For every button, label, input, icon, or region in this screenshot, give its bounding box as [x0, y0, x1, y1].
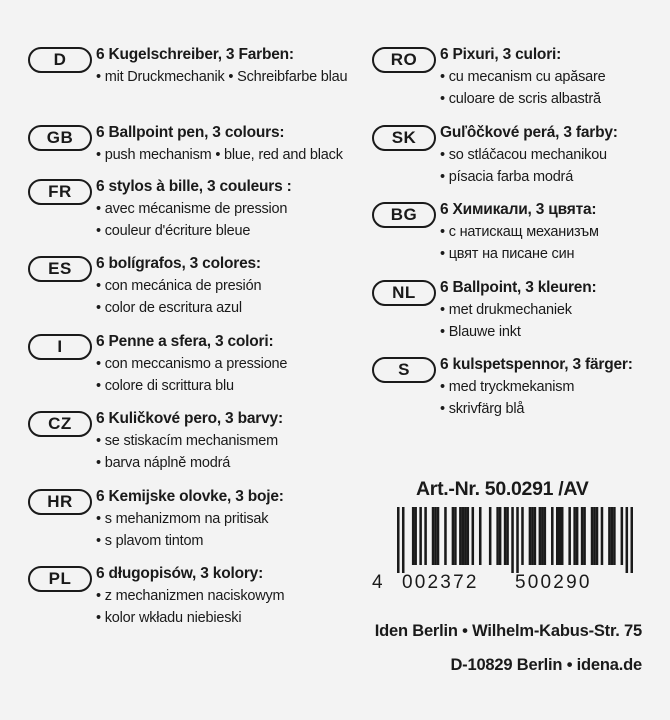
entry-line: • push mechanism • blue, red and black	[96, 146, 343, 163]
entry-line: • с натискащ механизъм	[440, 224, 599, 240]
barcode-guard-bar	[626, 507, 629, 573]
barcode-digit-group-left: 002372	[402, 572, 479, 593]
entry-bg	[372, 199, 662, 277]
barcode-bar	[539, 507, 542, 565]
entry-text	[440, 199, 599, 265]
barcode-bar	[558, 507, 561, 565]
country-badge: NL	[372, 280, 436, 306]
barcode-bar	[596, 507, 599, 565]
entry-title: 6 kulspetspennor, 3 färger:	[440, 356, 633, 373]
barcode-bar	[504, 507, 507, 565]
article-number: Art.-Nr. 50.0291 /AV	[416, 478, 589, 500]
entry-text	[440, 354, 633, 420]
barcode-bar	[583, 507, 586, 565]
barcode-bar	[499, 507, 502, 565]
entry-title: 6 Химикали, 3 цвята:	[440, 201, 597, 218]
barcode-bar	[541, 507, 544, 565]
barcode-bar	[496, 507, 499, 565]
entry-line: • se stiskacím mechanismem	[96, 433, 278, 449]
address-line-street: Iden Berlin • Wilhelm-Kabus-Str. 75	[374, 622, 642, 640]
entry-title: 6 Ballpoint, 3 kleuren:	[440, 278, 597, 296]
entry-line: • con meccanismo a pressione	[96, 355, 288, 372]
entry-text	[96, 253, 261, 319]
barcode-bar	[489, 507, 492, 565]
entry-line: • met drukmechaniek	[440, 301, 572, 318]
barcode-bar	[556, 507, 559, 565]
barcode-bar	[434, 507, 437, 565]
barcode-guard-bar	[516, 507, 519, 573]
entry-title: 6 Pixuri, 3 culori:	[440, 46, 562, 63]
barcode-bar	[452, 507, 455, 565]
country-badge: FR	[28, 179, 92, 205]
entry-text	[96, 486, 284, 552]
barcode-bar	[593, 507, 596, 565]
entry-line: • couleur d'écriture bleue	[96, 222, 251, 239]
barcode-bar	[506, 507, 509, 565]
entry-it	[28, 331, 368, 409]
entry-line: • med tryckmekanism	[440, 379, 575, 395]
left-column	[28, 44, 368, 641]
entry-line: • s plavom tintom	[96, 532, 204, 549]
country-badge: CZ	[28, 411, 92, 437]
entry-text	[96, 44, 347, 88]
entry-line: • s mehanizmom na pritisak	[96, 510, 269, 527]
entry-line: • z mechanizmen naciskowym	[96, 588, 285, 604]
barcode-bar	[591, 507, 594, 565]
barcode-bar	[576, 507, 579, 565]
barcode-bar	[432, 507, 435, 565]
barcode-bar	[573, 507, 576, 565]
entry-se	[372, 354, 662, 432]
barcode-bar	[414, 507, 417, 565]
entry-line: • barva náplně modrá	[96, 455, 231, 471]
barcode-bar	[472, 507, 475, 565]
barcode-bar	[521, 507, 524, 565]
barcode-bar	[611, 507, 614, 565]
barcode-bar	[412, 507, 415, 565]
entry-line: • mit Druckmechanik • Schreibfarbe blau	[96, 69, 348, 85]
barcode-bar	[581, 507, 584, 565]
barcode-bar	[608, 507, 611, 565]
address-line-city: D-10829 Berlin • idena.de	[450, 656, 642, 674]
entry-line: • kolor wkładu niebieski	[96, 610, 242, 626]
country-badge: I	[28, 334, 92, 360]
entry-cz	[28, 408, 368, 486]
entry-text	[96, 176, 292, 242]
entry-line: • avec mécanisme de pression	[96, 200, 288, 217]
entry-text	[440, 44, 606, 110]
entry-title: 6 Kuličkové pero, 3 barvy:	[96, 410, 283, 427]
entry-text	[440, 277, 596, 343]
barcode-digit-group-right: 500290	[515, 572, 592, 593]
entry-sk	[372, 122, 662, 200]
barcode-bar	[529, 507, 532, 565]
entry-title: 6 Ballpoint pen, 3 colours:	[96, 123, 285, 141]
barcode-guard-bar	[511, 507, 514, 573]
barcode-bar	[544, 507, 547, 565]
barcode-bar	[534, 507, 537, 565]
entry-title: 6 Kemijske olovke, 3 boje:	[96, 487, 284, 505]
barcode-bar	[467, 507, 470, 565]
barcode-bar	[531, 507, 534, 565]
entry-text	[440, 122, 618, 188]
entry-de	[28, 44, 368, 122]
barcode	[397, 507, 633, 573]
entry-pl	[28, 563, 368, 641]
barcode-guard-bar	[631, 507, 633, 573]
country-badge: BG	[372, 202, 436, 228]
entry-line: • písacia farba modrá	[440, 168, 574, 185]
barcode-bar	[459, 507, 462, 565]
entry-line: • so stláčacou mechanikou	[440, 146, 607, 163]
country-badge: SK	[372, 125, 436, 151]
barcode-bar	[568, 507, 571, 565]
barcode-bar	[621, 507, 624, 565]
country-badge: ES	[28, 256, 92, 282]
entry-title: 6 długopisów, 3 kolory:	[96, 565, 264, 582]
entry-nl	[372, 277, 662, 355]
entry-line: • color de escritura azul	[96, 300, 242, 316]
entry-title: 6 stylos à bille, 3 couleurs :	[96, 177, 292, 195]
country-badge: PL	[28, 566, 92, 592]
entry-text	[96, 563, 284, 629]
country-badge: D	[28, 47, 92, 73]
barcode-bar	[613, 507, 616, 565]
country-badge: HR	[28, 489, 92, 515]
right-column	[372, 44, 662, 432]
entry-title: 6 Penne a sfera, 3 colori:	[96, 332, 274, 350]
barcode-bar	[444, 507, 447, 565]
entry-title: 6 Kugelschreiber, 3 Farben:	[96, 46, 294, 63]
entry-line: • Blauwe inkt	[440, 323, 521, 340]
entry-text	[96, 408, 283, 474]
entry-line: • con mecánica de presión	[96, 278, 262, 294]
entry-hr	[28, 486, 368, 564]
entry-line: • culoare de scris albastră	[440, 91, 601, 107]
entry-text	[96, 122, 343, 166]
country-badge: GB	[28, 125, 92, 151]
barcode-bar	[419, 507, 422, 565]
entry-gb	[28, 122, 368, 176]
entry-fr	[28, 176, 368, 254]
entry-title: Guľôčkové perá, 3 farby:	[440, 123, 618, 141]
barcode-bar	[551, 507, 554, 565]
barcode-bar	[561, 507, 564, 565]
country-badge: S	[372, 357, 436, 383]
barcode-bar	[437, 507, 440, 565]
barcode-bar	[464, 507, 467, 565]
entry-es	[28, 253, 368, 331]
entry-line: • cu mecanism cu apăsare	[440, 69, 606, 85]
entry-line: • skrivfärg blå	[440, 401, 525, 417]
barcode-bar	[454, 507, 457, 565]
barcode-first-digit: 4	[372, 572, 383, 593]
barcode-guard-bar	[397, 507, 400, 573]
entry-title: 6 bolígrafos, 3 colores:	[96, 255, 261, 272]
barcode-bar	[601, 507, 604, 565]
barcode-bar	[479, 507, 482, 565]
entry-ro	[372, 44, 662, 122]
barcode-bar	[424, 507, 427, 565]
entry-line: • цвят на писане син	[440, 246, 575, 262]
entry-text	[96, 331, 287, 397]
barcode-guard-bar	[402, 507, 405, 573]
entry-line: • colore di scrittura blu	[96, 377, 234, 394]
country-badge: RO	[372, 47, 436, 73]
barcode-bar	[462, 507, 465, 565]
